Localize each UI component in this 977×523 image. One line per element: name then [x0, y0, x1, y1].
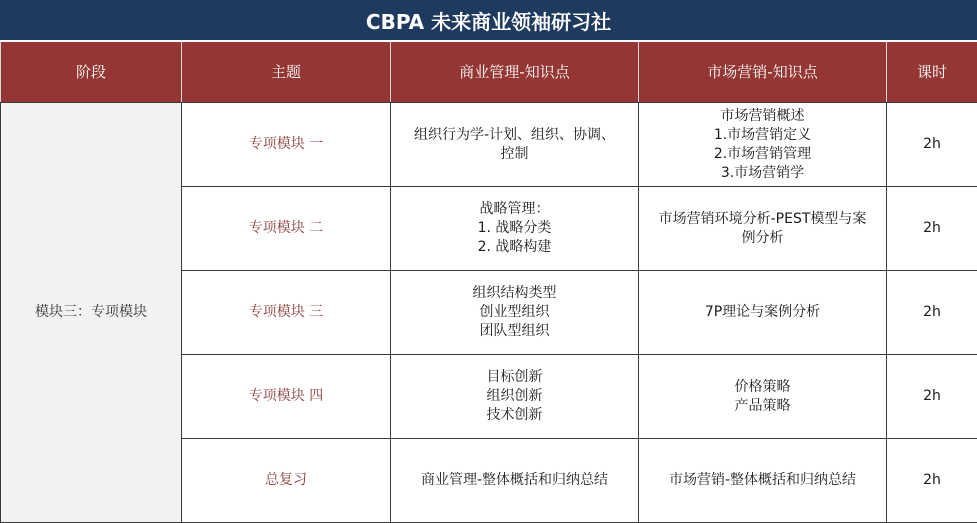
- topic-cell: 专项模块 三: [182, 271, 391, 355]
- business-line: 战略管理：: [397, 200, 632, 219]
- marketing-line: 市场营销环境分析-PEST模型与案: [645, 210, 880, 229]
- business-cell: [391, 439, 639, 523]
- marketing-cell: [639, 271, 887, 355]
- marketing-line: 市场营销概述: [645, 107, 880, 126]
- topic-cell: 专项模块 一: [182, 103, 391, 187]
- business-line: 组织结构类型: [397, 284, 632, 303]
- topic-cell: 专项模块 四: [182, 355, 391, 439]
- marketing-line: 产品策略: [645, 397, 880, 416]
- hours-cell: 2h: [887, 187, 977, 271]
- business-line: 商业管理-整体概括和归纳总结: [397, 471, 632, 490]
- business-line: 2. 战略构建: [397, 238, 632, 257]
- marketing-cell: [639, 187, 887, 271]
- business-line: 目标创新: [397, 368, 632, 387]
- marketing-line: 2.市场营销管理: [645, 145, 880, 164]
- topic-cell: 总复习: [182, 439, 391, 523]
- marketing-line: 市场营销-整体概括和归纳总结: [645, 471, 880, 490]
- hours-cell: 2h: [887, 103, 977, 187]
- header-marketing: 市场营销-知识点: [639, 42, 887, 103]
- business-cell: [391, 271, 639, 355]
- header-business: 商业管理-知识点: [391, 42, 639, 103]
- marketing-cell: [639, 439, 887, 523]
- hours-cell: 2h: [887, 271, 977, 355]
- business-cell: [391, 187, 639, 271]
- hours-cell: 2h: [887, 439, 977, 523]
- marketing-line: 7P理论与案例分析: [645, 303, 880, 322]
- marketing-line: 例分析: [645, 229, 880, 248]
- marketing-cell: [639, 355, 887, 439]
- hours-cell: 2h: [887, 355, 977, 439]
- topic-cell: 专项模块 二: [182, 187, 391, 271]
- business-line: 组织创新: [397, 387, 632, 406]
- business-line: 1. 战略分类: [397, 219, 632, 238]
- header-stage: 阶段: [1, 42, 182, 103]
- stage-cell: 模块三：专项模块: [1, 103, 182, 523]
- header-row: [1, 42, 977, 103]
- course-table: [0, 41, 977, 523]
- header-hours: 课时: [887, 42, 977, 103]
- business-cell: [391, 355, 639, 439]
- sheet-title: CBPA 未来商业领袖研习社: [0, 0, 977, 41]
- business-cell: [391, 103, 639, 187]
- business-line: 团队型组织: [397, 322, 632, 341]
- business-line: 控制: [397, 145, 632, 164]
- business-line: 创业型组织: [397, 303, 632, 322]
- business-line: 技术创新: [397, 406, 632, 425]
- marketing-line: 价格策略: [645, 378, 880, 397]
- marketing-cell: [639, 103, 887, 187]
- table-row: [1, 103, 977, 187]
- business-line: 组织行为学-计划、组织、协调、: [397, 126, 632, 145]
- marketing-line: 1.市场营销定义: [645, 126, 880, 145]
- header-topic: 主题: [182, 42, 391, 103]
- marketing-line: 3.市场营销学: [645, 164, 880, 183]
